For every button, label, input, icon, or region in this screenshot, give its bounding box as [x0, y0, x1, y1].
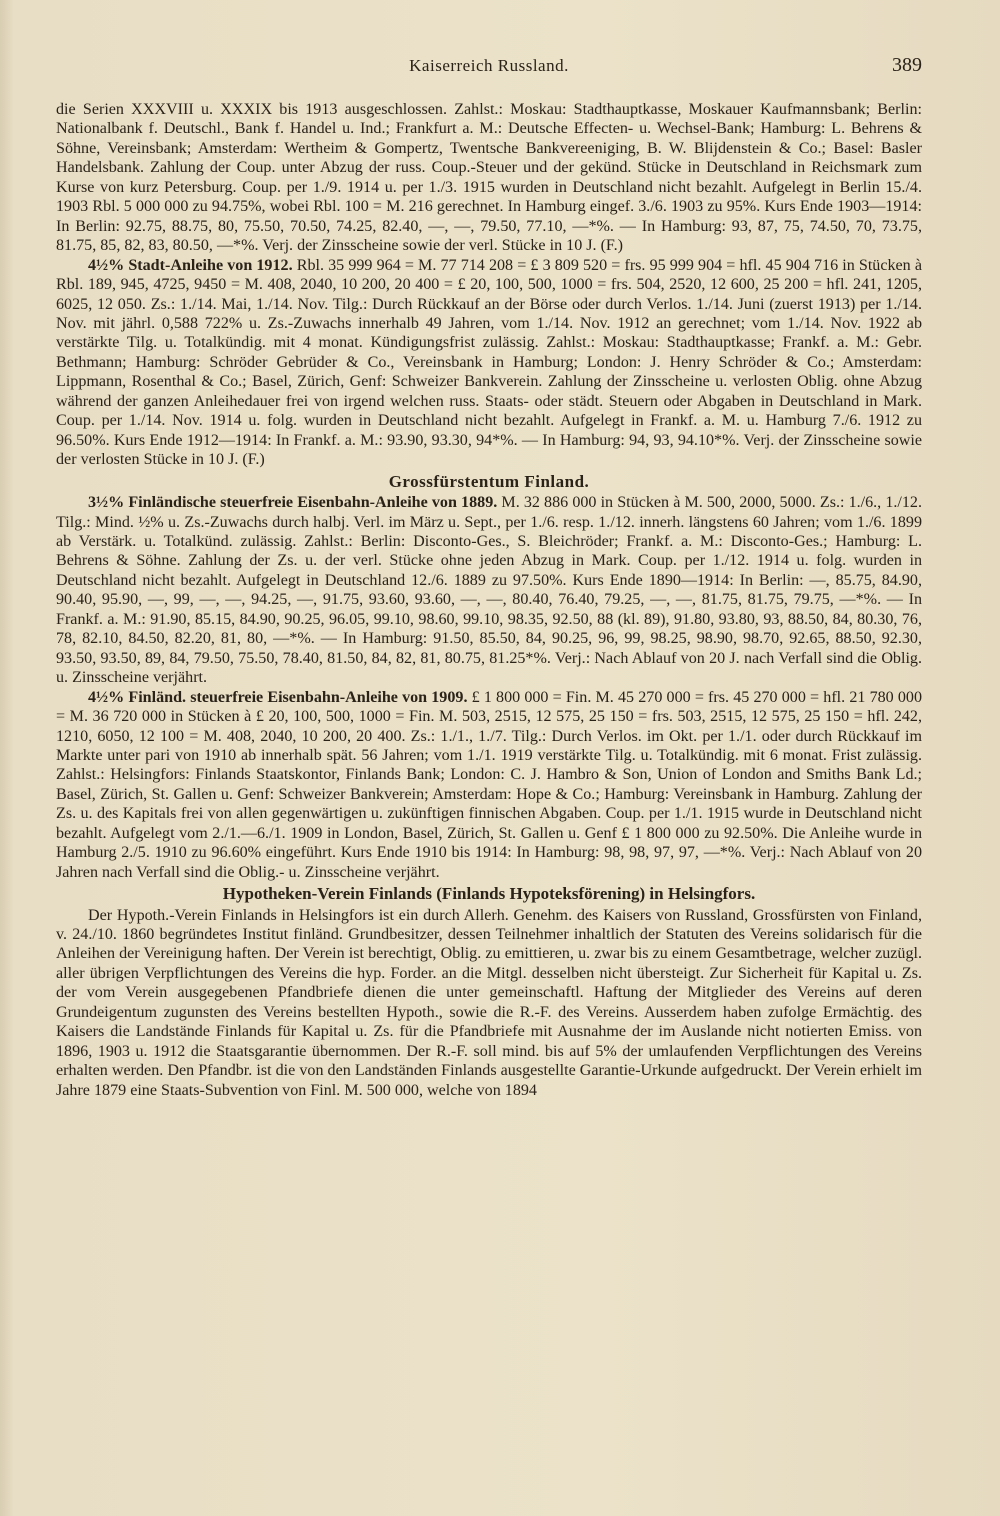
- finland-1889-text: M. 32 886 000 in Stücken à M. 500, 2000, 5000. Zs.: 1./6., 1./12. Tilg.: Mind. ½% u. Zs.-Zuwachs durch halbj. Verl. im März u. Sept., per 1./6. resp. 1./12. innerh. längstens 60 Jahren; vom 1./6. 1899 ab Verstärk. u. Totalkünd. zulässig. Zahlst.: Berlin: Disconto-Ges., S. Bleichröder; Frankf. a. M.: Disconto-Ges.; Hamburg: L. Behrens & Söhne. Zahlung der Zs. u. der verl. Stücke ohne jeden Abzug in Mark. Coup. per 1./12. 1914 u. folg. wurden in Deutschland nicht bezahlt. Aufgelegt in Deutschland 12./6. 1889 zu 97.50%. Kurs Ende 1890—1914: In Berlin: —, 85.75, 84.90, 90.40, 95.90, —, 99, —, —, 94.25, —, 91.75, 93.60, 93.60, —, —, 80.40, 76.40, 79.25, —, —, 81.75, 81.75, 79.75, —*%. — In Frankf. a. M.: 91.90, 85.15, 84.90, 90.25, 96.05, 99.10, 98.60, 99.10, 98.35, 92.50, 88 (kl. 89), 91.80, 93.80, 93, 88.50, 84, 80.30, 76, 78, 82.10, 84.50, 82.20, 81, 80, —*%. — In Hamburg: 91.50, 85.50, 84, 90.25, 96, 99, 98.25, 98.90, 98.70, 92.65, 88.50, 92.30, 93.50, 93.50, 89, 84, 79.50, 75.50, 78.40, 81.50, 84, 82, 81, 80.75, 81.25*%. Verj.: Nach Ablauf von 20 J. nach Verfall sind die Oblig. u. Zinsscheine verjährt.: [56, 494, 922, 687]
- page-header: [56, 56, 922, 80]
- finland-1889-title: 3½% Finländische steuerfreie Eisenbahn-Anleihe von 1889.: [88, 494, 498, 512]
- finland-1909-title: 4½% Finländ. steuerfreie Eisenbahn-Anleihe von 1909.: [88, 688, 468, 706]
- page-number: 389: [892, 54, 922, 76]
- continuation-paragraph: die Serien XXXVIII u. XXXIX bis 1913 ausgeschlossen. Zahlst.: Moskau: Stadthauptkasse, Moskauer Kaufmannsbank; Berlin: Nationalbank f. Deutschl., Bank f. Handel u. Ind.; Frankfurt a. M.: Deutsche Effecten- u. Wechsel-Bank; Hamburg: L. Behrens & Söhne, Vereinsbank; Amsterdam: Wertheim & Gompertz, Twentsche Bankvereeniging, B. W. Blijdenstein & Co.; Basel: Basler Handelsbank. Zahlung der Coup. unter Abzug der russ. Coup.-Steuer und der gekünd. Stücke in Deutschland in Reichsmark zum Kurse von kurz Petersburg. Coup. per 1./9. 1914 u. per 1./3. 1915 wurden in Deutschland nicht bezahlt. Aufgelegt in Berlin 15./4. 1903 Rbl. 5 000 000 zu 94.75%, wobei Rbl. 100 = M. 216 gerechnet. In Hamburg eingef. 3./6. 1903 zu 95%. Kurs Ende 1903—1914: In Berlin: 92.75, 88.75, 80, 75.50, 70.50, 74.25, 82.40, —, —, 79.50, 77.10, —*%. — In Hamburg: 93, 87, 75, 74.50, 70, 73.75, 81.75, 85, 82, 83, 80.50, —*%. Verj. der Zinsscheine sowie der verl. Stücke in 10 J. (F.): [56, 101, 922, 255]
- finland-1889-paragraph: [56, 493, 922, 688]
- page-body: [56, 100, 922, 1100]
- stadt-anleihe-text: Rbl. 35 999 964 = M. 77 714 208 = £ 3 809 520 = frs. 95 999 904 = hfl. 45 904 716 in Stücken à Rbl. 189, 945, 4725, 9450 = M. 408, 2040, 10 200, 20 400 = £ 20, 100, 500, 1000 = frs. 504, 2520, 12 600, 25 200 = hfl. 241, 1205, 6025, 12 050. Zs.: 1./14. Mai, 1./14. Nov. Tilg.: Durch Rückkauf an der Börse oder durch Verlos. 1./14. Juni (zuerst 1913) per 1./14. Nov. mit jährl. 0,588 722% u. Zs.-Zuwachs innerhalb 49 Jahren, vom 1./14. Nov. 1912 an gerechnet; vom 1./14. Nov. 1922 ab verstärkte Tilg. u. Totalkündig. mit 4 monat. Kündigungsfrist zulässig. Zahlst.: Moskau: Stadthauptkasse; Frankf. a. M.: Gebr. Bethmann; Hamburg: Schröder Gebrüder & Co., Vereinsbank in Hamburg; London: J. Henry Schröder & Co.; Amsterdam: Lippmann, Rosenthal & Co.; Basel, Zürich, Genf: Schweizer Bankverein. Zahlung der Zinsscheine u. verlosten Oblig. ohne Abzug während der ganzen Anleihedauer frei von irgend welchen russ. Staats- oder städt. Steuern oder Abgaben in Deutschland in Mark. Coup. per 1./14. Nov. 1914 u. folg. wurden in Deutschland nicht bezahlt. Aufgelegt in Frankf. a. M. u. Hamburg 7./6. 1912 zu 96.50%. Kurs Ende 1912—1914: In Frankf. a. M.: 93.90, 93.30, 94*%. — In Hamburg: 94, 93, 94.10*%. Verj. der Zinsscheine sowie der verlosten Stücke in 10 J. (F.): [56, 256, 922, 469]
- finland-1909-paragraph: [56, 688, 922, 883]
- section-heading-hypotheken-verein: Hypotheken-Verein Finlands (Finlands Hypoteksförening) in Helsingfors.: [222, 884, 756, 904]
- stadt-anleihe-paragraph: [56, 256, 922, 470]
- stadt-anleihe-title: 4½% Stadt-Anleihe von 1912.: [88, 256, 293, 274]
- hypotheken-paragraph: Der Hypoth.-Verein Finlands in Helsingfors ist ein durch Allerh. Genehm. des Kaisers von Russland, Grossfürsten von Finland, v. 24./10. 1860 begründetes Institut finländ. Grundbesitzer, dessen Teilnehmer inhaltlich der Statuten des Vereins solidarisch für die Anleihen der Vereinigung haften. Der Verein ist berechtigt, Oblig. zu emittieren, u. zwar bis zu einem Gesamtbetrage, welcher zuzügl. aller übrigen Verpflichtungen des Vereins die hyp. Forder. an die Mitgl. desselben nicht übersteigt. Zur Sicherheit für Kapital u. Zs. der vom Verein ausgegebenen Pfandbriefe dienen die unter gemeinschaftl. Haftung der Mitglieder des Vereins auf deren Grundeigentum zugunsten des Vereins bestellten Hypoth., sowie die R.-F. des Vereins. Ausserdem haben zufolge Ermächtig. des Kaisers die Landstände Finlands für Kapital u. Zs. für die Pfandbriefe mit Ausnahme der im Auslande nicht notierten Emiss. von 1896, 1903 u. 1912 die Staatsgarantie übernommen. Der R.-F. soll mind. bis auf 5% der umlaufenden Verpflichtungen des Vereins erhalten werden. Den Pfandbr. ist die von den Landständen Finlands ausgestellte Garantie-Urkunde aufgedruckt. Der Verein erhielt im Jahre 1879 eine Staats-Subvention von Finl. M. 500 000, welche von 1894: [56, 906, 922, 1099]
- running-title: Kaiserreich Russland.: [409, 56, 569, 75]
- finland-1909-text: £ 1 800 000 = Fin. M. 45 270 000 = frs. 45 270 000 = hfl. 21 780 000 = M. 36 720 000 in Stücken à £ 20, 100, 500, 1000 = Fin. M. 503, 2515, 12 575, 25 150 = frs. 503, 2515, 12 575, 25 150 = hfl. 242, 1210, 6050, 12 100 = M. 408, 2040, 10 200, 20 400. Zs.: 1./1., 1./7. Tilg.: Durch Verlos. im Okt. per 1./1. oder durch Rückkauf im Markte unter pari von 1910 ab innerhalb spät. 56 Jahren; vom 1./1. 1919 verstärkte Tilg. u. Totalkündig. mit 6 monat. Frist zulässig. Zahlst.: Helsingfors: Finlands Staatskontor, Finlands Bank; London: C. J. Hambro & Son, Union of London and Smiths Bank Ld.; Basel, Zürich, St. Gallen u. Genf: Schweizer Bankverein; Amsterdam: Hope & Co.; Hamburg: Vereinsbank in Hamburg. Zahlung der Zs. u. des Kapitals frei von allen gegenwärtigen u. zukünftigen finnischen Abgaben. Coup. per 1./1. 1915 wurde in Deutschland nicht bezahlt. Aufgelegt vom 2./1.—6./1. 1909 in London, Basel, Zürich, St. Gallen u. Genf £ 1 800 000 zu 92.50%. Die Anleihe wurde in Hamburg 2./5. 1910 zu 96.60% eingeführt. Kurs Ende 1910 bis 1914: In Hamburg: 98, 98, 97, 97, —*%. Verj.: Nach Ablauf von 20 Jahren nach Verfall sind die Oblig.- u. Zinsscheine verjährt.: [56, 688, 923, 881]
- section-heading-finland: Grossfürstentum Finland.: [388, 471, 590, 491]
